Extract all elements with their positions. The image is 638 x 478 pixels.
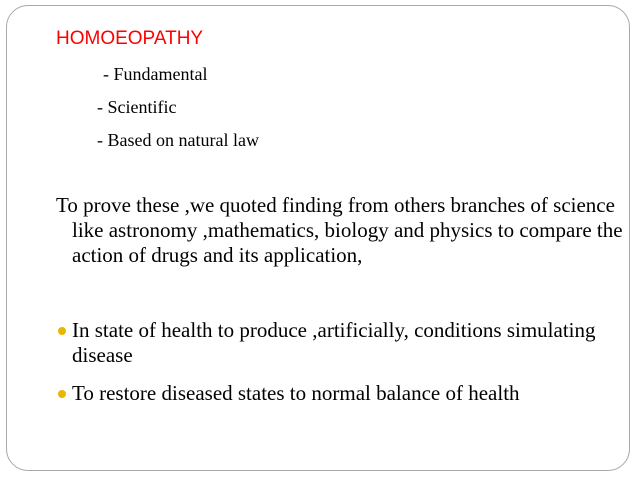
bullet-text: In state of health to produce ,artificially, conditions simulating disease bbox=[72, 318, 596, 367]
sub-item-scientific: - Scientific bbox=[97, 97, 177, 117]
bullet-circle-icon bbox=[58, 390, 66, 398]
bullet-item-restore bbox=[56, 381, 616, 406]
bullet-circle-icon bbox=[58, 327, 66, 335]
sub-item-fundamental: - Fundamental bbox=[103, 64, 208, 84]
sub-item-natural-law: - Based on natural law bbox=[97, 130, 259, 150]
intro-paragraph: To prove these ,we quoted finding from others branches of science like astronomy ,mathematics, biology and physics to compare the action of drugs and its application, bbox=[56, 193, 623, 267]
bullet-text: To restore diseased states to normal balance of health bbox=[72, 381, 520, 405]
bullet-item-health bbox=[56, 318, 616, 368]
slide-heading: HOMOEOPATHY bbox=[56, 28, 204, 49]
